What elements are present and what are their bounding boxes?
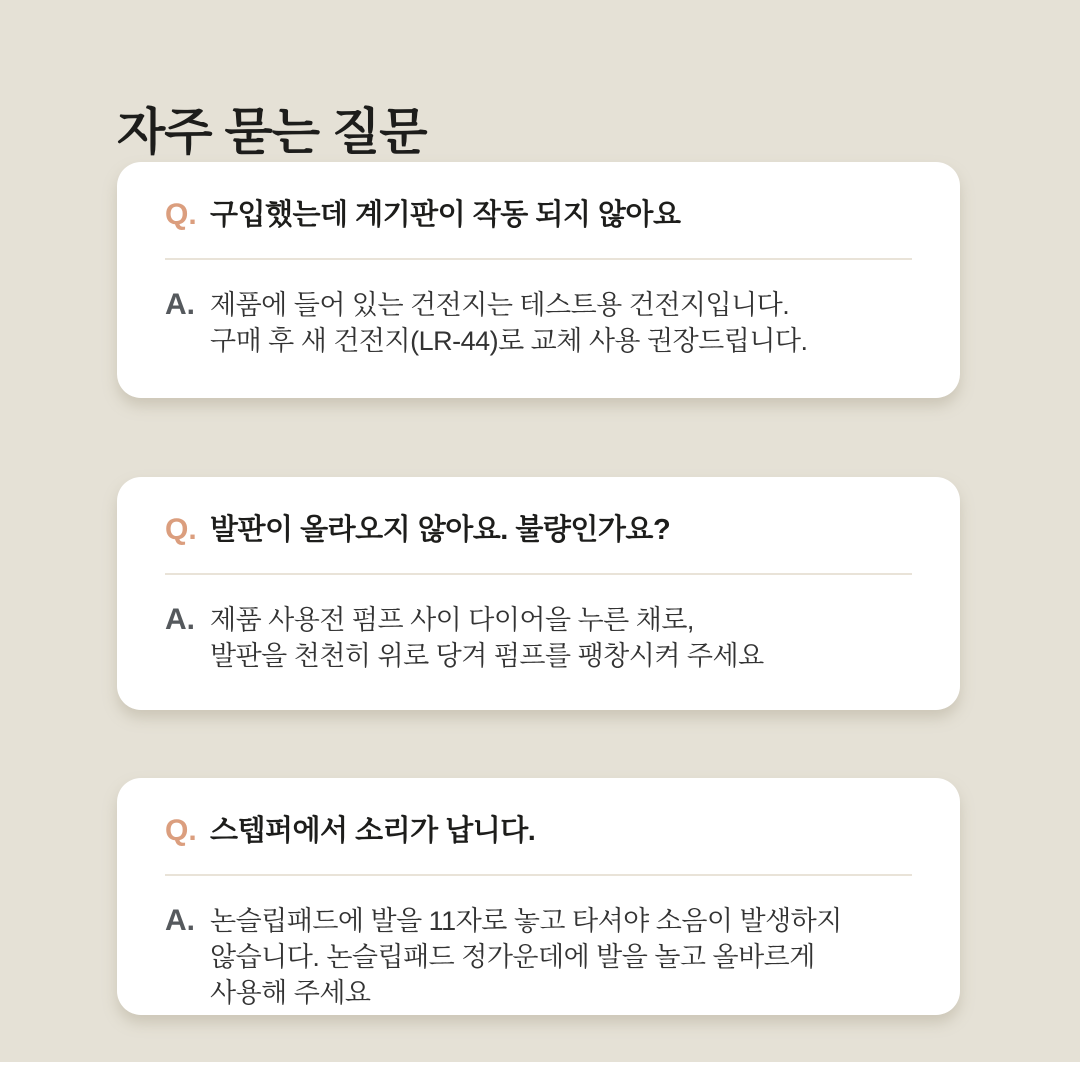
question-row: [165, 196, 912, 234]
next-section-edge: [0, 1062, 1080, 1070]
divider: [165, 258, 912, 260]
faq-card-3: [117, 778, 960, 1015]
a-marker: A.: [165, 603, 195, 636]
question-row: [165, 511, 912, 549]
question-text: 스텝퍼에서 소리가 납니다.: [210, 815, 536, 847]
a-marker: A.: [165, 288, 195, 321]
answer-text: [210, 903, 842, 1011]
answer-row: [165, 903, 912, 1011]
answer-row: [165, 287, 912, 359]
answer-line: 사용해 주세요: [210, 978, 371, 1008]
question-row: [165, 812, 912, 850]
question-text: 발판이 올라오지 않아요. 불량인가요?: [210, 514, 671, 546]
answer-line: 논슬립패드에 발을 11자로 놓고 타셔야 소음이 발생하지: [210, 906, 842, 936]
faq-card-2: [117, 477, 960, 710]
q-marker: Q.: [165, 513, 197, 546]
question-text: 구입했는데 계기판이 작동 되지 않아요: [210, 199, 681, 231]
a-marker: A.: [165, 904, 195, 937]
page-title: 자주 묻는 질문: [117, 103, 427, 160]
divider: [165, 573, 912, 575]
answer-line: 제품 사용전 펌프 사이 다이어을 누른 채로,: [210, 605, 694, 635]
q-marker: Q.: [165, 198, 197, 231]
divider: [165, 874, 912, 876]
answer-line: 구매 후 새 건전지(LR-44)로 교체 사용 권장드립니다.: [210, 326, 808, 356]
answer-line: 않습니다. 논슬립패드 정가운데에 발을 놀고 올바르게: [210, 942, 815, 972]
q-marker: Q.: [165, 814, 197, 847]
answer-line: 발판을 천천히 위로 당겨 펌프를 팽창시켜 주세요: [210, 641, 764, 671]
answer-text: [210, 602, 764, 674]
answer-line: 제품에 들어 있는 건전지는 테스트용 건전지입니다.: [210, 290, 790, 320]
answer-text: [210, 287, 808, 359]
answer-row: [165, 602, 912, 674]
faq-card-1: [117, 162, 960, 398]
